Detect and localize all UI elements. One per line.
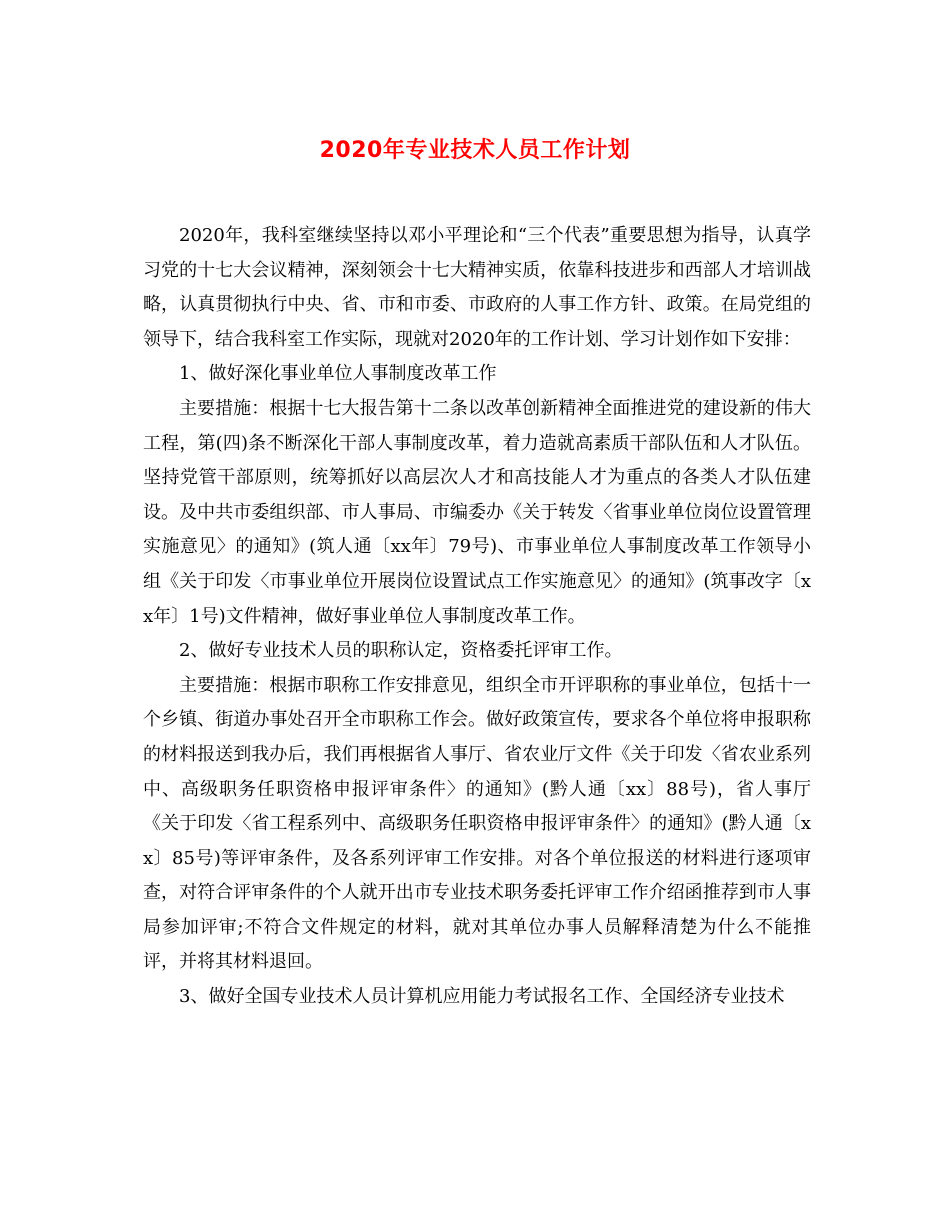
paragraph-measures-1: 主要措施：根据十七大报告第十二条以改革创新精神全面推进党的建设新的伟大工程，第(四)条不断深化干部人事制度改革，着力造就高素质干部队伍和人才队伍。坚持党管干部原则，统筹抓好以高层次人才和高技能人才为重点的各类人才队伍建设。及中共市委组织部、市人事局、市编委办《关于转发〈省事业单位岗位设置管理实施意见〉的通知》(筑人通〔xx年〕79号)、市事业单位人事制度改革工作领导小组《关于印发〈市事业单位开展岗位设置试点工作实施意见〉的通知》(筑事改字〔xx年〕1号)文件精神，做好事业单位人事制度改革工作。 [143,397,811,627]
page-title: 2020年专业技术人员工作计划 [319,138,631,163]
document-body [143,219,811,1015]
paragraph-measures-2: 主要措施：根据市职称工作安排意见，组织全市开评职称的事业单位，包括十一个乡镇、街道办事处召开全市职称工作会。做好政策宣传，要求各个单位将申报职称的材料报送到我办后，我们再根据省人事厅、省农业厅文件《关于印发〈省农业系列中、高级职务任职资格申报评审条件〉的通知》(黔人通〔xx〕88号)，省人事厅《关于印发〈省工程系列中、高级职务任职资格申报评审条件〉的通知》(黔人通〔xx〕85号)等评审条件，及各系列评审工作安排。对各个单位报送的材料进行逐项审查，对符合评审条件的个人就开出市专业技术职务委托评审工作介绍函推荐到市人事局参加评审;不符合文件规定的材料，就对其单位办事人员解释清楚为什么不能推评，并将其材料退回。 [143,674,811,973]
heading-item-1: 1、做好深化事业单位人事制度改革工作 [179,363,497,385]
paragraph-intro: 2020年，我科室继续坚持以邓小平理论和“三个代表”重要思想为指导，认真学习党的十七大会议精神，深刻领会十七大精神实质，依靠科技进步和西部人才培训战略，认真贯彻执行中央、省、市和市委、市政府的人事工作方针、政策。在局党组的领导下，结合我科室工作实际，现就对2020年的工作计划、学习计划作如下安排： [143,225,811,350]
heading-item-2: 2、做好专业技术人员的职称认定，资格委托评审工作。 [179,640,623,662]
heading-item-3: 3、做好全国专业技术人员计算机应用能力考试报名工作、全国经济专业技术 [179,986,785,1008]
